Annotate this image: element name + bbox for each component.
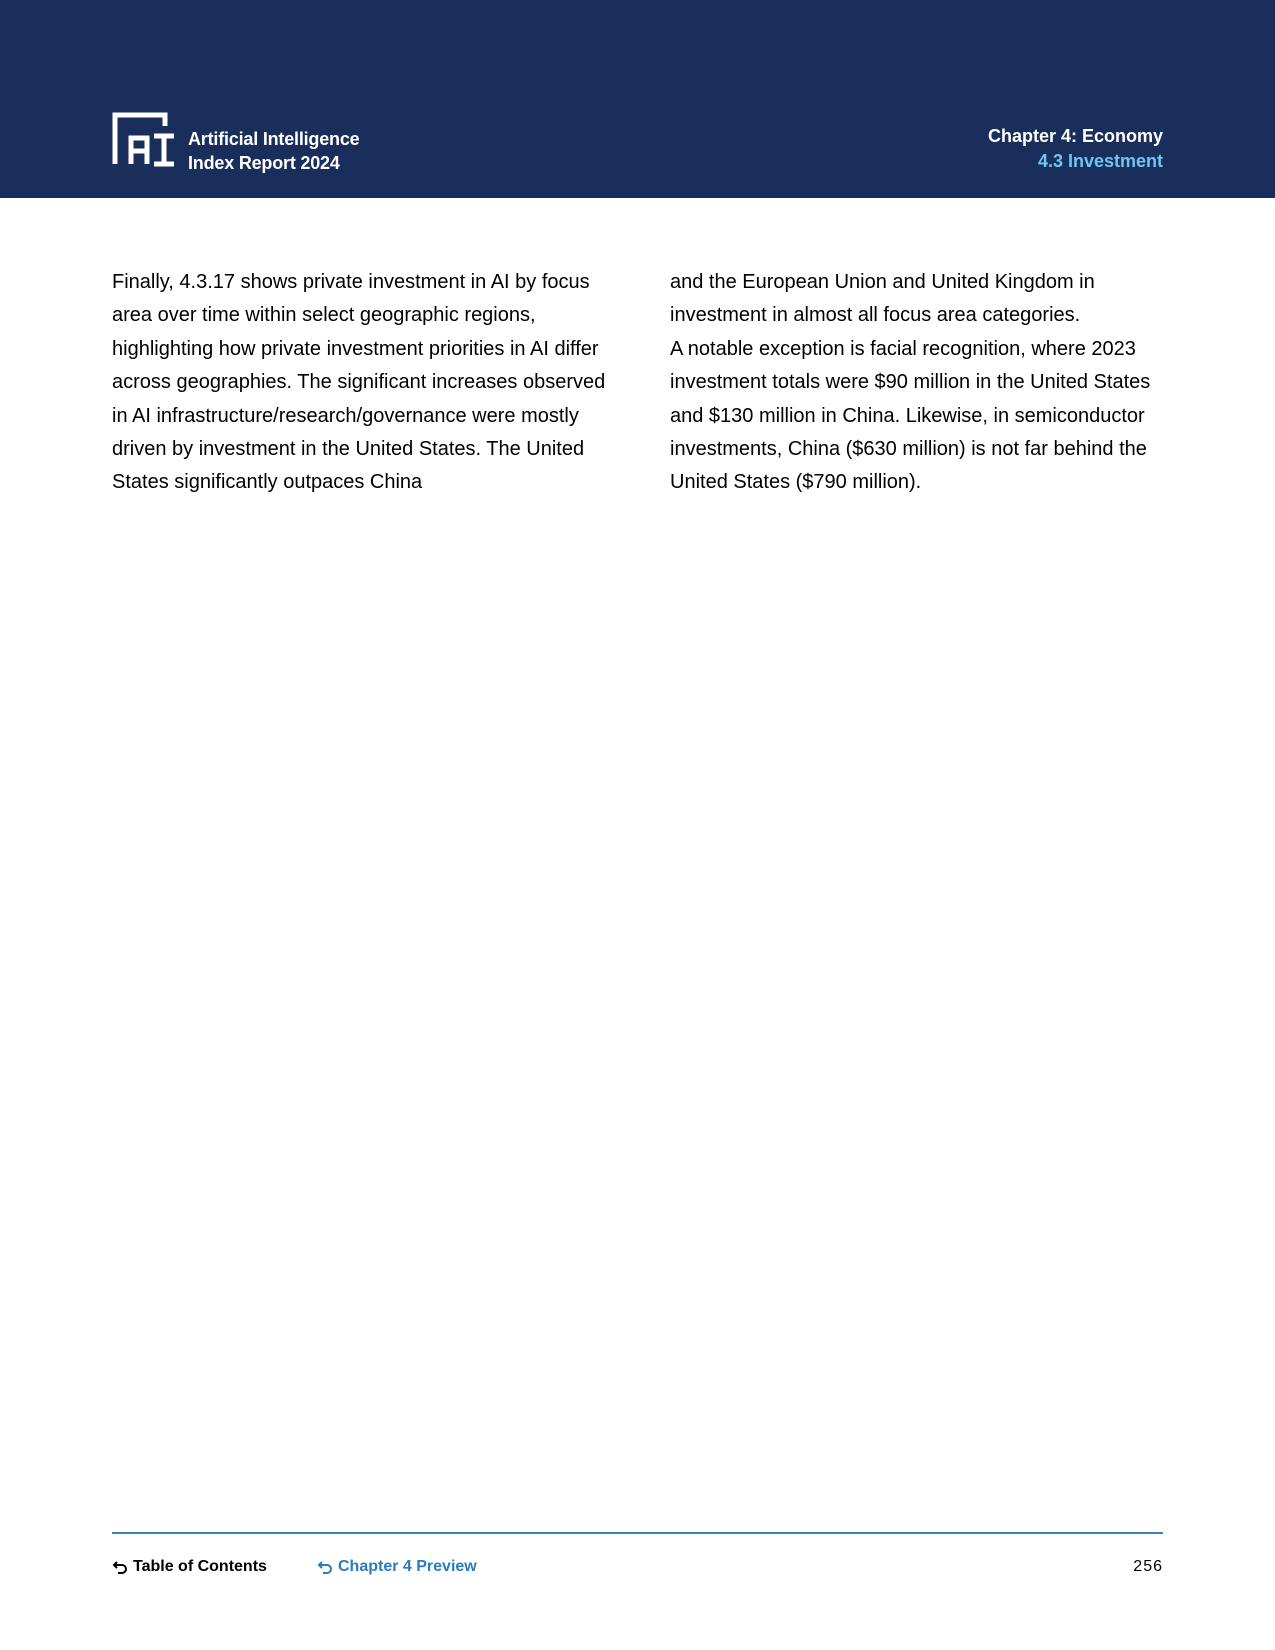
table-of-contents-link[interactable] xyxy=(112,1556,267,1578)
body-column-left xyxy=(112,266,617,500)
chapter-heading xyxy=(988,124,1163,174)
table-of-contents-label: Table of Contents xyxy=(133,1558,267,1575)
section-title: 4.3 Investment xyxy=(1037,151,1163,171)
footer-divider xyxy=(112,1532,1163,1534)
chapter-preview-link[interactable] xyxy=(317,1556,477,1578)
report-brand xyxy=(188,127,359,175)
body-paragraph-exception: A notable exception is facial recognition, where 2023 investment totals were $90 million in the United States and $130 million in China. Likewise, in semiconductor investments, China ($630 million) is not far behind the United States ($790 million). xyxy=(670,337,1151,494)
chapter-preview-label: Chapter 4 Preview xyxy=(338,1558,477,1575)
return-arrow-icon xyxy=(317,1559,333,1575)
brand-line-2: Index Report 2024 xyxy=(188,153,340,173)
ai-index-logo-icon xyxy=(112,112,176,168)
page-number: 256 xyxy=(1133,1558,1163,1575)
body-paragraph-continued: and the European Union and United Kingdom in investment in almost all focus area categories. xyxy=(670,271,1095,327)
brand-line-1: Artificial Intelligence xyxy=(188,129,360,149)
body-paragraph: Finally, 4.3.17 shows private investment in AI by focus area over time within select geographic regions, highlighting how private investment priorities in AI differ across geographies. The significant increases observed in AI infrastructure/research/governance were mostly driven by investment in the United States. The United States significantly outpaces China xyxy=(112,271,606,494)
return-arrow-icon xyxy=(112,1559,128,1575)
chapter-title: Chapter 4: Economy xyxy=(987,126,1163,146)
page-header xyxy=(0,0,1275,198)
body-column-right xyxy=(670,266,1170,500)
